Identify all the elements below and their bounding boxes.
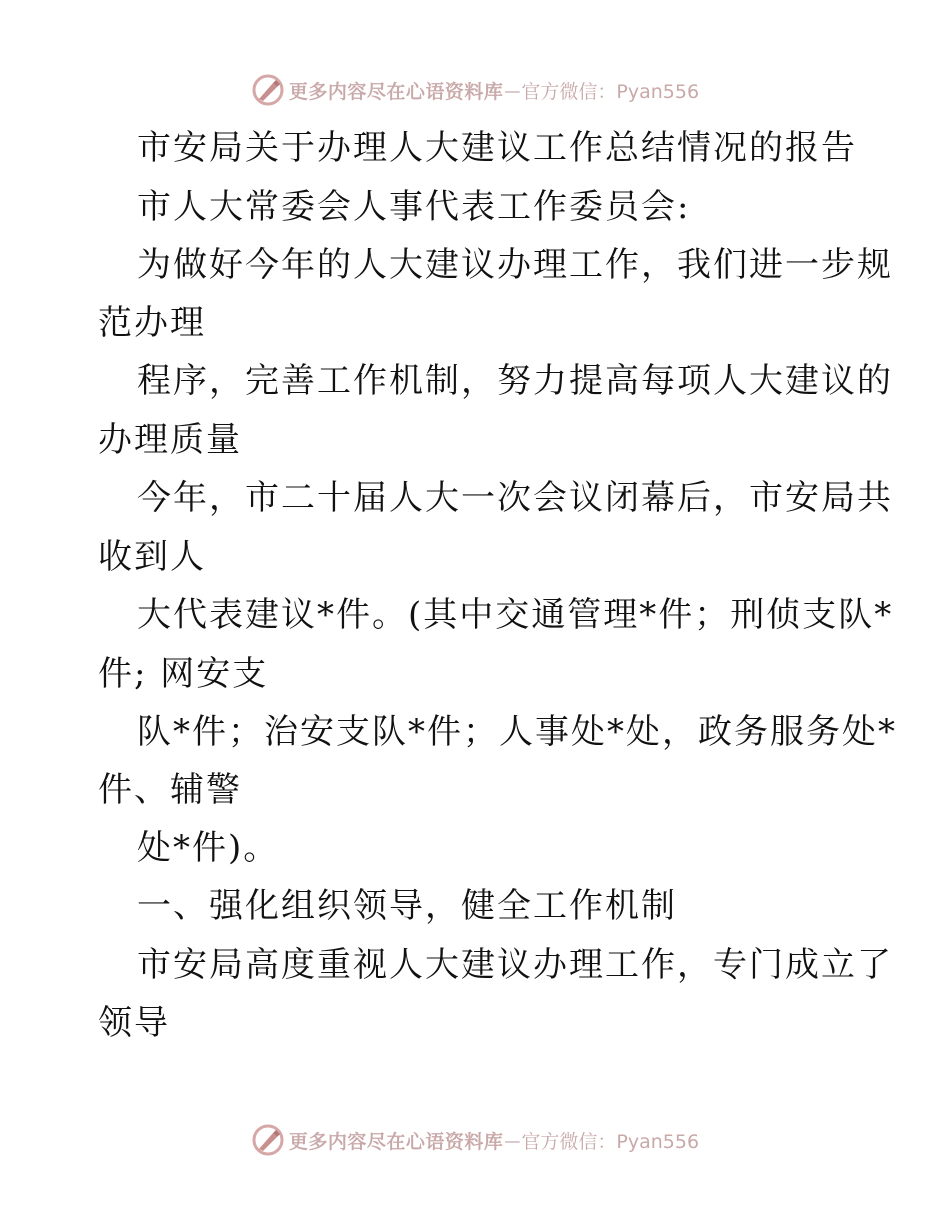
paragraph-line: 大代表建议*件。(其中交通管理*件；刑侦支队* [137,595,894,635]
paragraph-line: 件、辅警 [98,770,242,810]
salutation: 市人大常委会人事代表工作委员会: [137,187,691,227]
document-title: 市安局关于办理人大建议工作总结情况的报告 [137,128,857,168]
watermark-separator: — [504,80,521,100]
watermark-text: 更多内容尽在心语资料库 [288,1130,504,1153]
watermark-text: 更多内容尽在心语资料库 [288,80,504,103]
section-heading: 一、强化组织领导，健全工作机制 [137,886,677,926]
watermark-subtext: 官方微信：Pyan556 [521,80,700,103]
pen-logo-icon [251,73,285,107]
watermark-separator: — [504,1130,521,1150]
paragraph-line: 件; 网安支 [98,654,269,694]
header-watermark [0,70,950,110]
pen-logo-icon [251,1123,285,1157]
paragraph-line: 程序，完善工作机制，努力提高每项人大建议的 [137,361,893,401]
paragraph-line: 队*件；治安支队*件；人事处*处，政务服务处* [137,712,897,752]
paragraph-line: 领导 [98,1003,170,1043]
footer-watermark [0,1120,950,1160]
paragraph-line: 今年，市二十届人大一次会议闭幕后，市安局共 [137,478,893,518]
paragraph-line: 办理质量 [98,420,242,460]
paragraph-line: 收到人 [98,537,206,577]
paragraph-line: 市安局高度重视人大建议办理工作，专门成立了 [137,945,893,985]
paragraph-line: 为做好今年的人大建议办理工作，我们进一步规 [137,245,893,285]
paragraph-line: 处*件)。 [137,828,280,868]
watermark-subtext: 官方微信：Pyan556 [521,1130,700,1153]
paragraph-line: 范办理 [98,303,206,343]
